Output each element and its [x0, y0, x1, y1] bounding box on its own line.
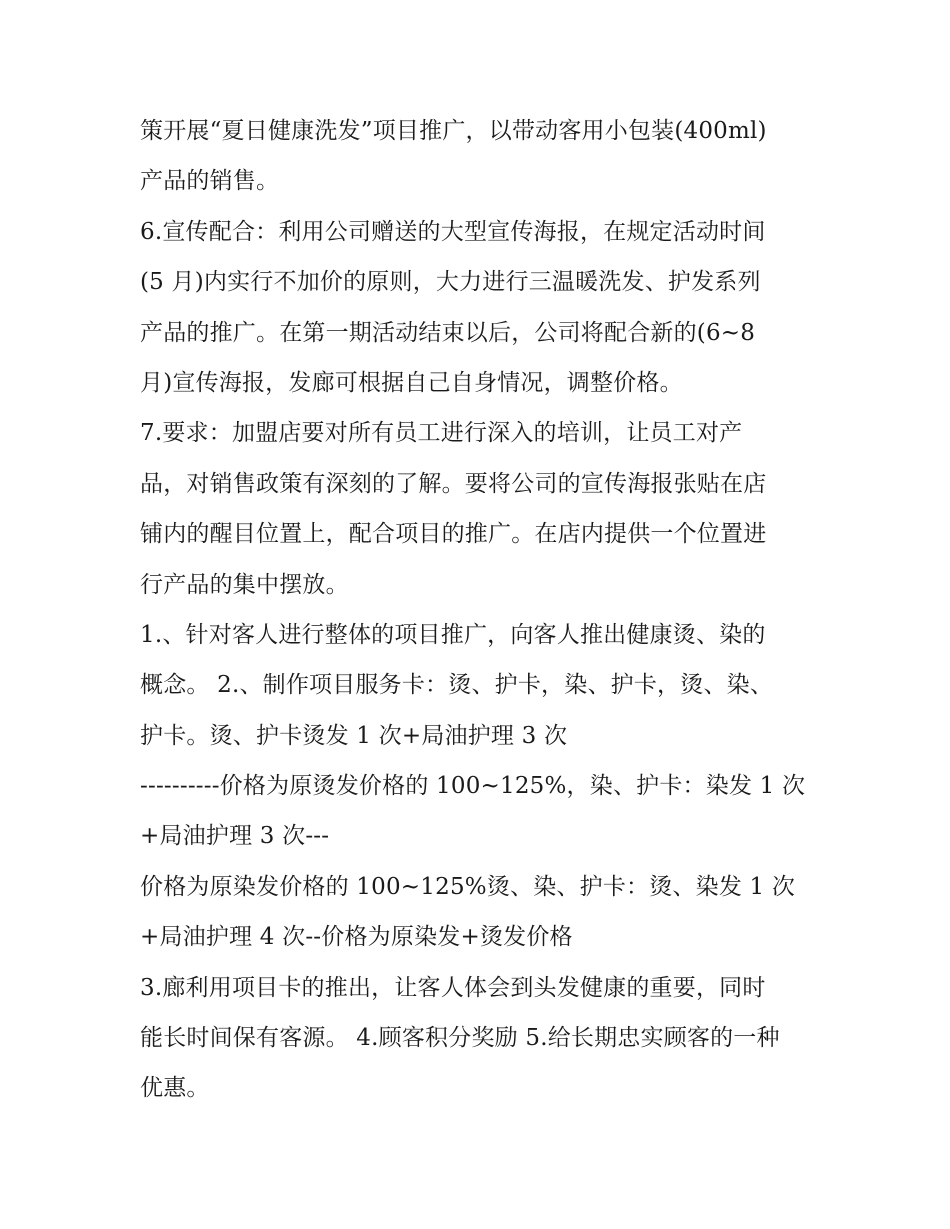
text-line: +局油护理 3 次---: [140, 823, 330, 850]
text-line: 概念。 2.、制作项目服务卡：烫、护卡，染、护卡，烫、染、: [140, 672, 774, 699]
text-line: 3.廊利用项目卡的推出，让客人体会到头发健康的重要，同时: [140, 974, 766, 1001]
text-line: 能长时间保有客源。 4.顾客积分奖励 5.给长期忠实顾客的一种: [140, 1025, 780, 1052]
text-line: ----------价格为原烫发价格的 100~125%，染、护卡：染发 1 次: [140, 773, 806, 800]
text-line: 产品的销售。: [140, 168, 280, 195]
text-line: 产品的推广。在第一期活动结束以后，公司将配合新的(6~8: [140, 319, 756, 346]
text-line: 优惠。: [140, 1075, 210, 1102]
text-line: +局油护理 4 次--价格为原染发+烫发价格: [140, 924, 573, 951]
text-line: 策开展“夏日健康洗发”项目推广，以带动客用小包装(400ml): [140, 118, 767, 144]
text-line: 铺内的醒目位置上，配合项目的推广。在店内提供一个位置进: [140, 521, 767, 548]
text-line: 1.、针对客人进行整体的项目推广，向客人推出健康烫、染的: [140, 621, 766, 648]
text-line: 月)宣传海报，发廊可根据自己自身情况，调整价格。: [140, 369, 683, 396]
text-line: (5 月)内实行不加价的原则，大力进行三温暖洗发、护发系列: [140, 269, 761, 296]
text-line: 护卡。烫、护卡烫发 1 次+局油护理 3 次: [140, 722, 568, 749]
text-line: 价格为原染发价格的 100~125%烫、染、护卡：烫、染发 1 次: [140, 873, 796, 900]
text-line: 6.宣传配合：利用公司赠送的大型宣传海报，在规定活动时间: [140, 218, 766, 245]
text-line: 7.要求：加盟店要对所有员工进行深入的培训，让员工对产: [140, 420, 743, 447]
body-text: [140, 106, 830, 1114]
text-line: 行产品的集中摆放。: [140, 571, 349, 598]
text-line: 品，对销售政策有深刻的了解。要将公司的宣传海报张贴在店: [140, 470, 767, 497]
